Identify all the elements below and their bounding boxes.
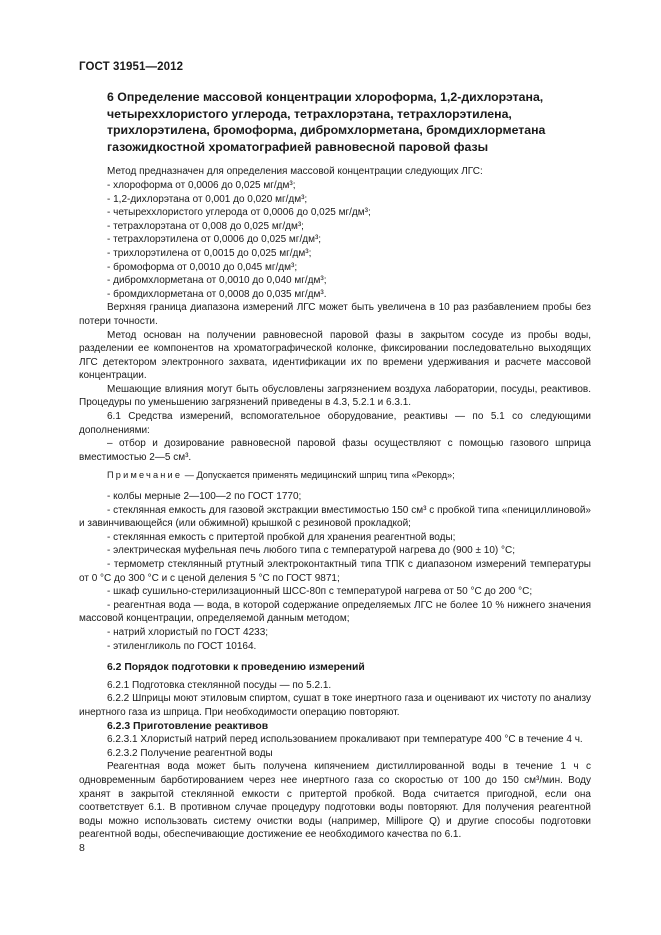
- list-item: - трихлорэтилена от 0,0015 до 0,025 мг/дм³;: [107, 247, 312, 259]
- paragraph-6-2-3-2: 6.2.3.2 Получение реагентной воды: [107, 747, 273, 759]
- note-label: Примечание: [107, 470, 183, 481]
- paragraph-6-2-2: 6.2.2 Шприцы моют этиловым спиртом, сушат в токе инертного газа и оценивают их чистоту по анализу инертного газа из шприца. При необходимости операцию повторяют.: [79, 693, 591, 718]
- paragraph-method: Метод основан на получении равновесной паровой фазы в закрытом сосуде из пробы воды, разделении ее компонентов на хроматографической колонке, фиксировании последовательно выходящих ЛГС детектором электронного захвата, идентификации их по времени удерживания и расчете массовой концентрации.: [79, 329, 591, 382]
- list-item: - 1,2-дихлорэтана от 0,001 до 0,020 мг/дм³;: [107, 193, 308, 205]
- subsection-title-6-2: 6.2 Порядок подготовки к проведению измерений: [107, 662, 365, 674]
- list-item: - бромдихлорметана от 0,0008 до 0,035 мг/дм³.: [107, 288, 327, 300]
- list-item: - стеклянная емкость с притертой пробкой для хранения реагентной воды;: [107, 531, 456, 543]
- paragraph-reagent-water: Реагентная вода может быть получена кипячением дистиллированной воды в течение 1 ч с одновременным барботированием через нее инертного газа со скоростью от 100 до 150 см³/мин. Воду хранят в закрытой стеклянной емкости с притертой пробкой. Вода считается пригодной, если она соответствует 6.1. В противном случае процедуру подготовки воды повторяют. Для получения реагентной воды можно использовать систему очистки воды (например, Millipore Q) и другие способы подготовки реагентной воды, обеспечивающие достижение ее необходимого качества по 6.1.: [79, 761, 591, 841]
- page-number: 8: [79, 842, 85, 854]
- subsection-title-6-2-3: 6.2.3 Приготовление реактивов: [107, 720, 269, 732]
- list-item: - колбы мерные 2—100—2 по ГОСТ 1770;: [107, 491, 302, 503]
- document-header: ГОСТ 31951—2012: [79, 61, 184, 73]
- list-item: - реагентная вода — вода, в которой содержание определяемых ЛГС не более 10 % нижнего значения массовой концентрации, определяемой данным методом;: [79, 599, 591, 625]
- document-body: [79, 89, 591, 842]
- note-text: — Допускается применять медицинский шприц типа «Рекорд»;: [182, 470, 455, 481]
- range-list: [79, 179, 591, 301]
- list-item: - натрий хлористый по ГОСТ 4233;: [107, 626, 269, 638]
- list-item: - термометр стеклянный ртутный электроконтактный типа ТПК с диапазоном измерений температуры от 0 °С до 300 °С и с ценой деления 5 °С по ГОСТ 9871;: [79, 559, 591, 584]
- intro-paragraph: Метод предназначен для определения массовой концентрации следующих ЛГС:: [107, 166, 483, 178]
- list-item: - шкаф сушильно-стерилизационный ШСС-80п с температурой нагрева от 50 °С до 200 °С;: [107, 586, 533, 598]
- list-item: - стеклянная емкость для газовой экстракции вместимостью 150 см³ с пробкой типа «пенициллиновой» и завинчивающейся (или обжимной) крышкой с резиновой прокладкой;: [79, 504, 591, 530]
- paragraph-interference: Мешающие влияния могут быть обусловлены загрязнением воздуха лаборатории, посуды, реактивов. Процедуры по уменьшению загрязнений приведены в 4.3, 5.2.1 и 6.3.1.: [79, 383, 591, 409]
- paragraph-6-1-item: – отбор и дозирование равновесной паровой фазы осуществляют с помощью газового шприца вместимостью 2—5 см³.: [79, 438, 591, 463]
- list-item: - этиленгликоль по ГОСТ 10164.: [107, 640, 257, 652]
- equipment-list: [79, 490, 591, 653]
- paragraph-upper-limit: Верхняя граница диапазона измерений ЛГС может быть увеличена в 10 раз разбавлением пробы без потери точности.: [79, 302, 591, 327]
- paragraph-6-2-3-1: 6.2.3.1 Хлористый натрий перед использованием прокаливают при температуре 400 °С в течение 4 ч.: [107, 734, 583, 746]
- list-item: - четыреххлористого углерода от 0,0006 до 0,025 мг/дм³;: [107, 207, 371, 219]
- list-item: - дибромхлорметана от 0,0010 до 0,040 мг/дм³;: [107, 275, 327, 287]
- list-item: - тетрахлорэтана от 0,008 до 0,025 мг/дм³;: [107, 220, 304, 232]
- list-item: - тетрахлорэтилена от 0,0006 до 0,025 мг/дм³;: [107, 234, 322, 246]
- paragraph-6-1: 6.1 Средства измерений, вспомогательное оборудование, реактивы — по 5.1 со следующими дополнениями:: [79, 411, 591, 436]
- list-item: - бромоформа от 0,0010 до 0,045 мг/дм³;: [107, 261, 298, 273]
- list-item: - хлороформа от 0,0006 до 0,025 мг/дм³;: [107, 179, 296, 191]
- paragraph-6-2-1: 6.2.1 Подготовка стеклянной посуды — по 5.2.1.: [107, 679, 332, 691]
- list-item: - электрическая муфельная печь любого типа с температурой нагрева до (900 ± 10) °С;: [107, 545, 516, 557]
- note: [79, 469, 591, 483]
- section-title: 6 Определение массовой концентрации хлороформа, 1,2-дихлорэтана, четыреххлористого углерода, тетрахлорэтана, тетрахлорэтилена, трихлорэтилена, бромоформа, дибромхлорметана, бромдихлорметана газожидкостной хроматографией равновесной паровой фазы: [107, 90, 546, 154]
